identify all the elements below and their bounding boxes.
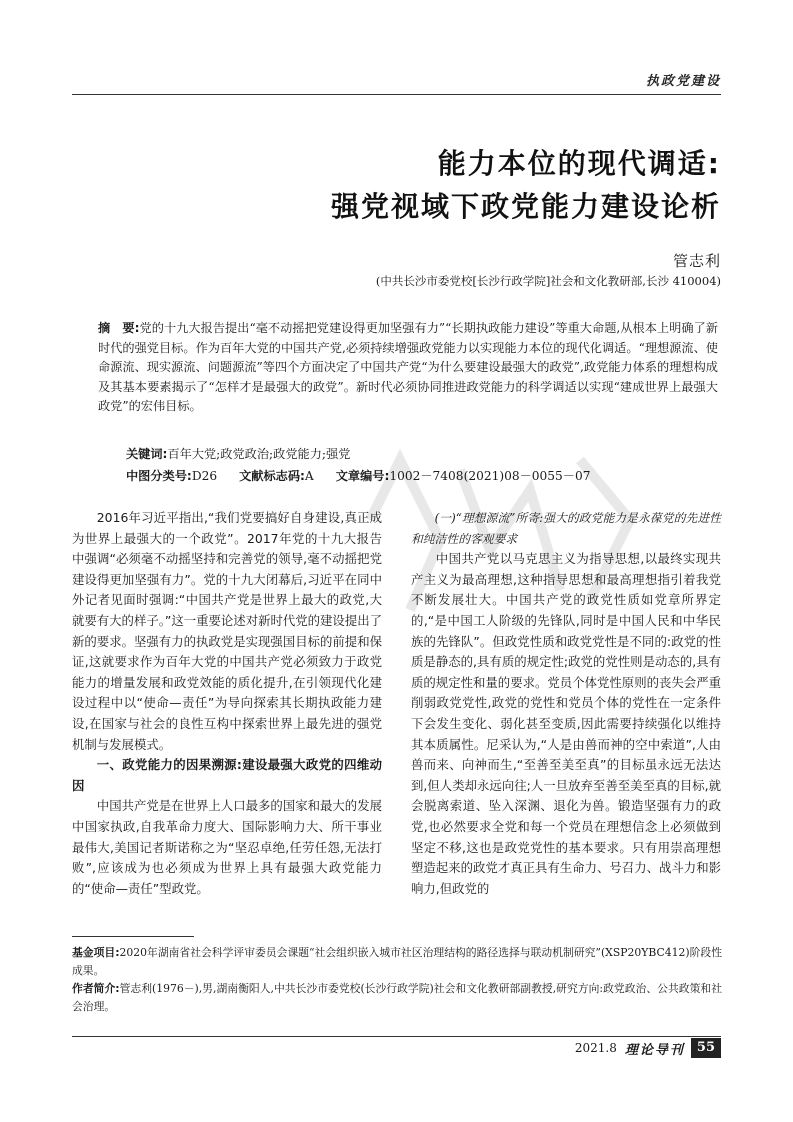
page-number: 55 xyxy=(691,1038,721,1058)
subsection-heading-1: (一)“理想源流”所寄:强大的政党能力是永葆党的先进性和纯洁性的客观要求 xyxy=(411,511,721,546)
keywords-text: 百年大党;政党政治;政党能力;强党 xyxy=(167,447,351,461)
article-id-value: 1002－7408(2021)08－0055－07 xyxy=(389,469,591,483)
top-rule xyxy=(72,94,721,95)
author-bio-label: 作者简介: xyxy=(72,982,120,995)
intro-paragraph: 2016年习近平指出,“我们党要搞好自身建设,真正成为世界上最强大的一个政党”。2017年党的十九大报告中强调“必须毫不动摇坚持和完善党的领导,毫不动摇把党建设得更加坚强有力”。党的十九大闭幕后,习近平在同中外记者见面时强调:“中国共产党是世界上最大的政党,大就要有大的样子。”这一重要论述对新时代党的建设提出了新的要求。坚强有力的执政党是实现强国目标的前提和保证,这就要求作为百年大党的中国共产党必须致力于政党能力的增量发展和政党效能的质化提升,在引领现代化建设过程中以“使命—责任”为导向探索其长期执政能力建设,在国家与社会的良性互构中探索世界上最先进的强党机制与发展模式。 xyxy=(72,510,382,752)
issue-date: 2021.8 xyxy=(574,1041,617,1055)
section-label: 执政党建设 xyxy=(645,74,721,89)
keywords-label: 关键词: xyxy=(126,447,168,461)
section-1-paragraph: 中国共产党是在世界上人口最多的国家和最大的发展中国家执政,自我革命力度大、国际影响力大、所干事业最伟大,美国记者斯诺称之为“坚忍卓绝,任劳任怨,无法打败”,应该成为也必须成为世界上具有最强大政党能力的“使命—责任”型政党。 xyxy=(72,798,382,896)
right-column xyxy=(411,508,721,899)
page-footer xyxy=(575,1038,721,1058)
left-column xyxy=(72,508,382,899)
fund-label: 基金项目: xyxy=(72,946,120,959)
title-line-2: 强党视域下政党能力建设论析 xyxy=(330,190,721,223)
section-heading-1: 一、政党能力的因果溯源:建设最强大政党的四维动因 xyxy=(72,757,382,793)
keywords xyxy=(126,445,350,462)
author-affiliation: (中共长沙市委党校[长沙行政学院]社会和文化教研部,长沙 410004) xyxy=(375,274,721,288)
doc-code-label: 文献标志码: xyxy=(239,469,305,483)
clc-value: D26 xyxy=(191,469,218,483)
fund-text: 2020年湖南省社会科学评审委员会课题“社会组织嵌入城市社区治理结构的路径选择与联动机制研究”(XSP20YBC412)阶段性成果。 xyxy=(72,946,722,977)
abstract-label: 摘 要: xyxy=(98,321,140,335)
article-id-label: 文章编号: xyxy=(335,469,390,483)
abstract-text: 党的十九大报告提出“毫不动摇把党建设得更加坚强有力”“长期执政能力建设”等重大命题,从根本上明确了新时代的强党目标。作为百年大党的中国共产党,必须持续增强政党能力以实现能力本位的现代化调适。“理想源流、使命源流、现实源流、问题源流”等四个方面决定了中国共产党“为什么要建设最强大的政党”,政党能力体系的理想构成及其基本要素揭示了“怎样才是最强大的政党”。新时代必须协同推进政党能力的科学调适以实现“建成世界上最强大政党”的宏伟目标。 xyxy=(98,321,719,414)
clc-label: 中图分类号: xyxy=(126,469,192,483)
abstract xyxy=(98,319,718,417)
author-footnote xyxy=(72,980,722,1015)
bottom-rule xyxy=(72,1036,721,1037)
footnote-rule xyxy=(72,936,194,937)
fund-footnote xyxy=(72,944,722,979)
author-bio-text: 管志利(1976－),男,湖南衡阳人,中共长沙市委党校(长沙行政学院)社会和文化教研部副教授,研究方向:政党政治、公共政策和社会治理。 xyxy=(72,982,722,1013)
classification-line xyxy=(126,467,591,484)
journal-name: 理论导刊 xyxy=(624,1042,685,1058)
subsection-1-paragraph: 中国共产党以马克思主义为指导思想,以最终实现共产主义为最高理想,这种指导思想和最高理想指引着我党不断发展壮大。中国共产党的政党性质如党章所界定的,“是中国工人阶级的先锋队,同时是中国人民和中华民族的先锋队”。但政党性质和政党党性是不同的:政党的性质是静态的,具有质的规定性;政党的党性则是动态的,具有质的规定性和量的要求。党员个体党性原则的丧失会严重削弱政党党性,政党的党性和党员个体的党性在一定条件下会发生变化、弱化甚至变质,因此需要持续强化以维持其本质属性。尼采认为,“人是由兽而神的空中索道”,人由兽而来、向神而生,“至善至美至真”的目标虽永远无法达到,但人类却永远向往;人一旦放弃至善至美至真的目标,就会脱离索道、坠入深渊、退化为兽。锻造坚强有力的政党,也必然要求全党和每一个党员在理想信念上必须做到坚定不移,这也是政党党性的基本要求。只有用崇高理想塑造起来的政党才真正具有生命力、号召力、战斗力和影响力,但政党的 xyxy=(411,551,721,896)
title-line-1: 能力本位的现代调适: xyxy=(437,147,721,180)
doc-code-value: A xyxy=(304,469,314,483)
author-name: 管志利 xyxy=(672,252,721,270)
